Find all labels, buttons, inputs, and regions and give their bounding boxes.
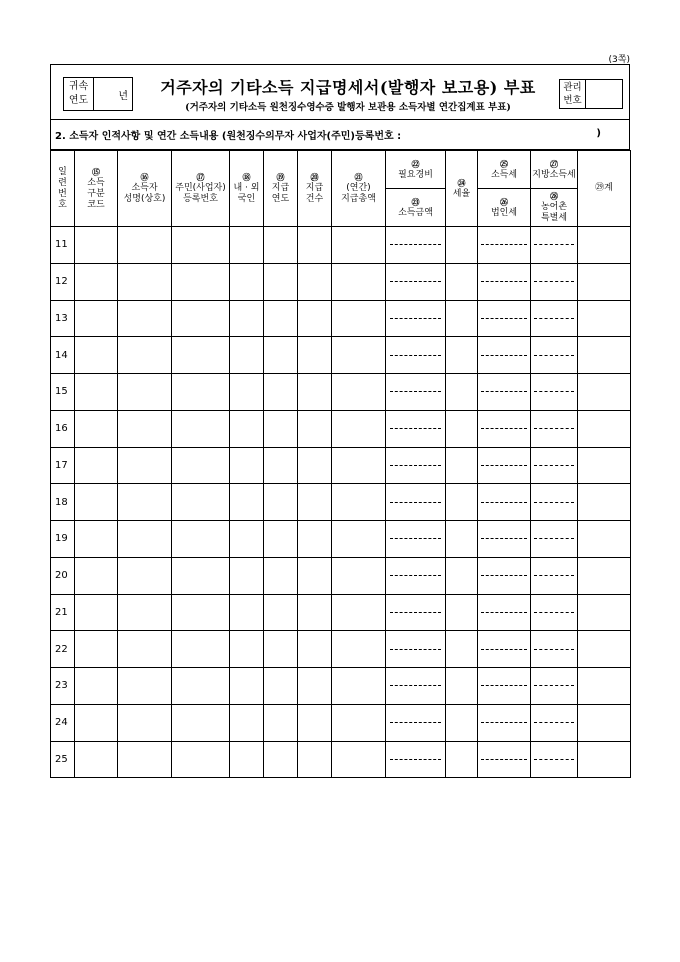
table-cell[interactable] (446, 337, 478, 374)
split-cell[interactable] (531, 484, 578, 521)
table-cell[interactable] (230, 227, 264, 264)
col-earner-name: ⑯ 소득자 성명(상호) (118, 151, 172, 227)
table-row (51, 631, 631, 668)
table-cell[interactable] (578, 594, 631, 631)
table-cell[interactable] (230, 410, 264, 447)
table-cell[interactable] (578, 300, 631, 337)
split-cell[interactable] (531, 447, 578, 484)
split-cell[interactable] (478, 374, 531, 411)
dashed-divider (481, 355, 527, 356)
table-cell[interactable] (118, 594, 172, 631)
table-cell[interactable] (230, 741, 264, 778)
col-registration-number: ⑰ 주민(사업자) 등록번호 (172, 151, 230, 227)
table-cell[interactable] (75, 668, 118, 705)
table-cell[interactable] (298, 484, 332, 521)
dashed-divider (481, 428, 527, 429)
dashed-divider (481, 685, 527, 686)
split-cell[interactable] (531, 557, 578, 594)
split-cell[interactable] (478, 704, 531, 741)
table-cell[interactable] (578, 374, 631, 411)
split-cell[interactable] (478, 557, 531, 594)
table-cell[interactable] (172, 594, 230, 631)
table-cell[interactable] (446, 447, 478, 484)
table-cell[interactable] (75, 300, 118, 337)
dashed-divider (534, 612, 574, 613)
table-cell[interactable] (446, 374, 478, 411)
table-cell[interactable] (446, 557, 478, 594)
table-cell[interactable] (75, 557, 118, 594)
table-row (51, 227, 631, 264)
section-title: 2. 소득자 인적사항 및 연간 소득내용 (원천징수의무자 사업자(주민)등록번호 : (55, 131, 402, 142)
table-cell[interactable] (298, 668, 332, 705)
table-cell[interactable] (578, 704, 631, 741)
table-cell[interactable] (446, 668, 478, 705)
table-cell[interactable] (75, 337, 118, 374)
table-cell[interactable] (230, 484, 264, 521)
table-cell[interactable] (332, 741, 386, 778)
table-cell[interactable] (75, 263, 118, 300)
table-cell[interactable] (578, 741, 631, 778)
table-cell[interactable] (446, 300, 478, 337)
table-row (51, 704, 631, 741)
table-cell[interactable] (172, 557, 230, 594)
table-row (51, 263, 631, 300)
table-cell[interactable] (75, 741, 118, 778)
table-cell[interactable] (230, 704, 264, 741)
table-cell[interactable] (578, 227, 631, 264)
split-cell[interactable] (386, 631, 446, 668)
section-heading (50, 120, 630, 150)
table-cell[interactable] (118, 300, 172, 337)
dashed-divider (390, 465, 442, 466)
dashed-divider (481, 612, 527, 613)
table-cell[interactable] (264, 227, 298, 264)
row-number: 20 (51, 557, 75, 594)
split-cell[interactable] (386, 557, 446, 594)
split-cell[interactable] (386, 227, 446, 264)
row-number: 22 (51, 631, 75, 668)
tax-year-unit: 년 (118, 90, 128, 102)
form-header (50, 64, 630, 120)
dashed-divider (390, 502, 442, 503)
table-cell[interactable] (578, 263, 631, 300)
table-cell[interactable] (230, 374, 264, 411)
table-cell[interactable] (75, 484, 118, 521)
tax-year-label (64, 78, 94, 110)
row-number: 11 (51, 227, 75, 264)
dashed-divider (390, 281, 442, 282)
table-cell[interactable] (332, 263, 386, 300)
table-cell[interactable] (264, 447, 298, 484)
split-cell[interactable] (478, 300, 531, 337)
split-cell[interactable] (478, 484, 531, 521)
split-cell[interactable] (386, 484, 446, 521)
split-cell[interactable] (531, 227, 578, 264)
col-rural-special-tax: ㉘ 농어촌 특별세 (531, 189, 578, 227)
table-cell[interactable] (75, 374, 118, 411)
row-number: 24 (51, 704, 75, 741)
table-cell[interactable] (118, 741, 172, 778)
table-cell[interactable] (446, 410, 478, 447)
col-corporate-tax: ㉖ 법인세 (478, 189, 531, 227)
table-cell[interactable] (118, 227, 172, 264)
split-cell[interactable] (386, 337, 446, 374)
table-cell[interactable] (118, 447, 172, 484)
col-income-tax: ㉕ 소득세 (478, 151, 531, 189)
table-row (51, 374, 631, 411)
table-row (51, 447, 631, 484)
table-cell[interactable] (332, 337, 386, 374)
table-cell[interactable] (332, 704, 386, 741)
mgmt-label-line2: 번호 (563, 95, 582, 106)
table-cell[interactable] (75, 521, 118, 558)
table-cell[interactable] (578, 557, 631, 594)
table-cell[interactable] (172, 227, 230, 264)
table-cell[interactable] (230, 447, 264, 484)
table-cell[interactable] (264, 668, 298, 705)
split-cell[interactable] (478, 741, 531, 778)
split-cell[interactable] (531, 741, 578, 778)
split-cell[interactable] (386, 521, 446, 558)
tax-year-box (63, 77, 133, 111)
dashed-divider (390, 318, 442, 319)
table-row (51, 594, 631, 631)
dashed-divider (534, 318, 574, 319)
table-cell[interactable] (75, 227, 118, 264)
col-necessary-expenses: ㉒ 필요경비 (386, 151, 446, 189)
table-cell[interactable] (172, 631, 230, 668)
table-cell[interactable] (578, 484, 631, 521)
form-title: 거주자의 기타소득 지급명세서(발행자 보고용) 부표 (160, 78, 536, 97)
col-income-code: ⑮ 소득 구분 코드 (75, 151, 118, 227)
tax-year-label-line1: 귀속 (68, 81, 89, 92)
split-cell[interactable] (478, 227, 531, 264)
form (50, 64, 630, 778)
management-number-label (560, 80, 586, 108)
dashed-divider (534, 722, 574, 723)
dashed-divider (390, 391, 442, 392)
section-close-paren: ) (596, 128, 601, 139)
table-cell[interactable] (75, 704, 118, 741)
split-cell[interactable] (478, 521, 531, 558)
split-cell[interactable] (478, 337, 531, 374)
table-cell[interactable] (264, 300, 298, 337)
split-cell[interactable] (386, 410, 446, 447)
table-cell[interactable] (298, 741, 332, 778)
col-total-payment: ㉑ (연간) 지급총액 (332, 151, 386, 227)
table-cell[interactable] (172, 263, 230, 300)
table-cell[interactable] (332, 484, 386, 521)
table-cell[interactable] (118, 521, 172, 558)
dashed-divider (534, 428, 574, 429)
table-cell[interactable] (332, 447, 386, 484)
dashed-divider (481, 281, 527, 282)
row-number: 15 (51, 374, 75, 411)
table-cell[interactable] (172, 300, 230, 337)
split-cell[interactable] (478, 668, 531, 705)
table-cell[interactable] (446, 594, 478, 631)
mgmt-label-line1: 관리 (563, 82, 582, 93)
dashed-divider (481, 722, 527, 723)
split-cell[interactable] (531, 668, 578, 705)
dashed-divider (534, 649, 574, 650)
table-cell[interactable] (298, 704, 332, 741)
form-subtitle: (거주자의 기타소득 원천징수영수증 발행자 보관용 소득자별 연간집계표 부표) (185, 102, 511, 113)
split-cell[interactable] (531, 594, 578, 631)
split-cell[interactable] (531, 521, 578, 558)
table-cell[interactable] (332, 410, 386, 447)
table-cell[interactable] (446, 227, 478, 264)
table-cell[interactable] (298, 263, 332, 300)
row-number: 21 (51, 594, 75, 631)
tax-year-label-line2: 연도 (68, 95, 89, 106)
dashed-divider (390, 759, 442, 760)
table-cell[interactable] (298, 631, 332, 668)
page-number: (3쪽) (608, 55, 630, 65)
table-row (51, 410, 631, 447)
table-cell[interactable] (298, 227, 332, 264)
table-cell[interactable] (118, 557, 172, 594)
table-cell[interactable] (230, 631, 264, 668)
table-cell[interactable] (264, 263, 298, 300)
table-cell[interactable] (578, 337, 631, 374)
col-resident-status: ⑱ 내 · 외 국인 (230, 151, 264, 227)
table-cell[interactable] (264, 631, 298, 668)
split-cell[interactable] (386, 704, 446, 741)
table-cell[interactable] (298, 447, 332, 484)
table-cell[interactable] (264, 484, 298, 521)
table-cell[interactable] (75, 410, 118, 447)
table-cell[interactable] (118, 410, 172, 447)
tax-year-field[interactable] (94, 78, 132, 110)
split-cell[interactable] (531, 631, 578, 668)
split-cell[interactable] (478, 410, 531, 447)
col-income-amount: ㉓ 소득금액 (386, 189, 446, 227)
table-cell[interactable] (230, 263, 264, 300)
table-cell[interactable] (578, 447, 631, 484)
table-cell[interactable] (446, 704, 478, 741)
table-cell[interactable] (298, 594, 332, 631)
table-cell[interactable] (446, 521, 478, 558)
split-cell[interactable] (386, 300, 446, 337)
table-cell[interactable] (118, 631, 172, 668)
dashed-divider (534, 281, 574, 282)
split-cell[interactable] (478, 594, 531, 631)
dashed-divider (390, 538, 442, 539)
col-payment-count: ⑳ 지급 건수 (298, 151, 332, 227)
table-cell[interactable] (264, 374, 298, 411)
table-row (51, 300, 631, 337)
col-local-income-tax: ㉗ 지방소득세 (531, 151, 578, 189)
table-cell[interactable] (332, 594, 386, 631)
row-number: 13 (51, 300, 75, 337)
table-cell[interactable] (75, 631, 118, 668)
dashed-divider (390, 649, 442, 650)
table-cell[interactable] (230, 557, 264, 594)
split-cell[interactable] (531, 263, 578, 300)
table-cell[interactable] (230, 594, 264, 631)
table-cell[interactable] (332, 521, 386, 558)
table-cell[interactable] (264, 521, 298, 558)
dashed-divider (534, 575, 574, 576)
dashed-divider (534, 538, 574, 539)
table-cell[interactable] (118, 337, 172, 374)
dashed-divider (534, 355, 574, 356)
table-cell[interactable] (578, 631, 631, 668)
table-row (51, 557, 631, 594)
table-cell[interactable] (298, 410, 332, 447)
row-number: 18 (51, 484, 75, 521)
table-cell[interactable] (75, 447, 118, 484)
row-number: 16 (51, 410, 75, 447)
table-cell[interactable] (332, 557, 386, 594)
dashed-divider (534, 685, 574, 686)
row-number: 17 (51, 447, 75, 484)
dashed-divider (481, 318, 527, 319)
dashed-divider (390, 612, 442, 613)
table-row (51, 484, 631, 521)
col-serial-number: 일 련 번 호 (51, 151, 75, 227)
table-cell[interactable] (446, 631, 478, 668)
dashed-divider (481, 391, 527, 392)
table-cell[interactable] (446, 263, 478, 300)
table-cell[interactable] (578, 668, 631, 705)
col-tax-rate: ㉔ 세율 (446, 151, 478, 227)
management-number-field[interactable] (586, 80, 622, 108)
row-number: 14 (51, 337, 75, 374)
table-cell[interactable] (230, 300, 264, 337)
dashed-divider (390, 355, 442, 356)
split-cell[interactable] (478, 263, 531, 300)
table-cell[interactable] (172, 741, 230, 778)
table-cell[interactable] (298, 300, 332, 337)
table-cell[interactable] (118, 668, 172, 705)
split-cell[interactable] (386, 374, 446, 411)
table-row (51, 521, 631, 558)
table-cell[interactable] (118, 374, 172, 411)
table-cell[interactable] (118, 704, 172, 741)
table-cell[interactable] (230, 668, 264, 705)
split-cell[interactable] (386, 447, 446, 484)
dashed-divider (534, 759, 574, 760)
table-cell[interactable] (172, 668, 230, 705)
table-cell[interactable] (264, 594, 298, 631)
table-cell[interactable] (172, 484, 230, 521)
table-cell[interactable] (172, 447, 230, 484)
dashed-divider (481, 465, 527, 466)
col-payment-year: ⑲ 지급 연도 (264, 151, 298, 227)
split-cell[interactable] (386, 263, 446, 300)
table-cell[interactable] (264, 557, 298, 594)
dashed-divider (534, 465, 574, 466)
table-cell[interactable] (332, 374, 386, 411)
dashed-divider (390, 244, 442, 245)
table-cell[interactable] (172, 521, 230, 558)
income-table (50, 150, 631, 778)
dashed-divider (481, 759, 527, 760)
table-cell[interactable] (298, 374, 332, 411)
dashed-divider (534, 244, 574, 245)
dashed-divider (481, 649, 527, 650)
table-cell[interactable] (332, 300, 386, 337)
table-cell[interactable] (172, 374, 230, 411)
dashed-divider (481, 575, 527, 576)
dashed-divider (481, 244, 527, 245)
dashed-divider (481, 502, 527, 503)
split-cell[interactable] (531, 337, 578, 374)
table-cell[interactable] (118, 263, 172, 300)
management-number-box (559, 79, 623, 109)
table-cell[interactable] (172, 410, 230, 447)
table-cell[interactable] (230, 337, 264, 374)
dashed-divider (481, 538, 527, 539)
dashed-divider (534, 502, 574, 503)
table-cell[interactable] (118, 484, 172, 521)
table-cell[interactable] (264, 337, 298, 374)
dashed-divider (390, 685, 442, 686)
dashed-divider (390, 575, 442, 576)
table-cell[interactable] (578, 410, 631, 447)
table-cell[interactable] (75, 594, 118, 631)
split-cell[interactable] (478, 447, 531, 484)
split-cell[interactable] (386, 668, 446, 705)
split-cell[interactable] (531, 374, 578, 411)
table-cell[interactable] (172, 337, 230, 374)
table-cell[interactable] (298, 337, 332, 374)
row-number: 23 (51, 668, 75, 705)
table-cell[interactable] (264, 704, 298, 741)
row-number: 25 (51, 741, 75, 778)
split-cell[interactable] (386, 741, 446, 778)
dashed-divider (534, 391, 574, 392)
row-number: 19 (51, 521, 75, 558)
table-row (51, 337, 631, 374)
split-cell[interactable] (478, 631, 531, 668)
col-total: ㉙계 (578, 151, 631, 227)
split-cell[interactable] (531, 704, 578, 741)
table-cell[interactable] (264, 741, 298, 778)
table-cell[interactable] (172, 704, 230, 741)
table-cell[interactable] (298, 521, 332, 558)
table-cell[interactable] (230, 521, 264, 558)
table-cell[interactable] (446, 484, 478, 521)
table-cell[interactable] (332, 227, 386, 264)
table-cell[interactable] (298, 557, 332, 594)
split-cell[interactable] (531, 410, 578, 447)
dashed-divider (390, 722, 442, 723)
table-row (51, 741, 631, 778)
table-cell[interactable] (578, 521, 631, 558)
table-cell[interactable] (264, 410, 298, 447)
split-cell[interactable] (386, 594, 446, 631)
table-row (51, 668, 631, 705)
row-number: 12 (51, 263, 75, 300)
split-cell[interactable] (531, 300, 578, 337)
dashed-divider (390, 428, 442, 429)
table-cell[interactable] (332, 668, 386, 705)
table-cell[interactable] (446, 741, 478, 778)
table-cell[interactable] (332, 631, 386, 668)
